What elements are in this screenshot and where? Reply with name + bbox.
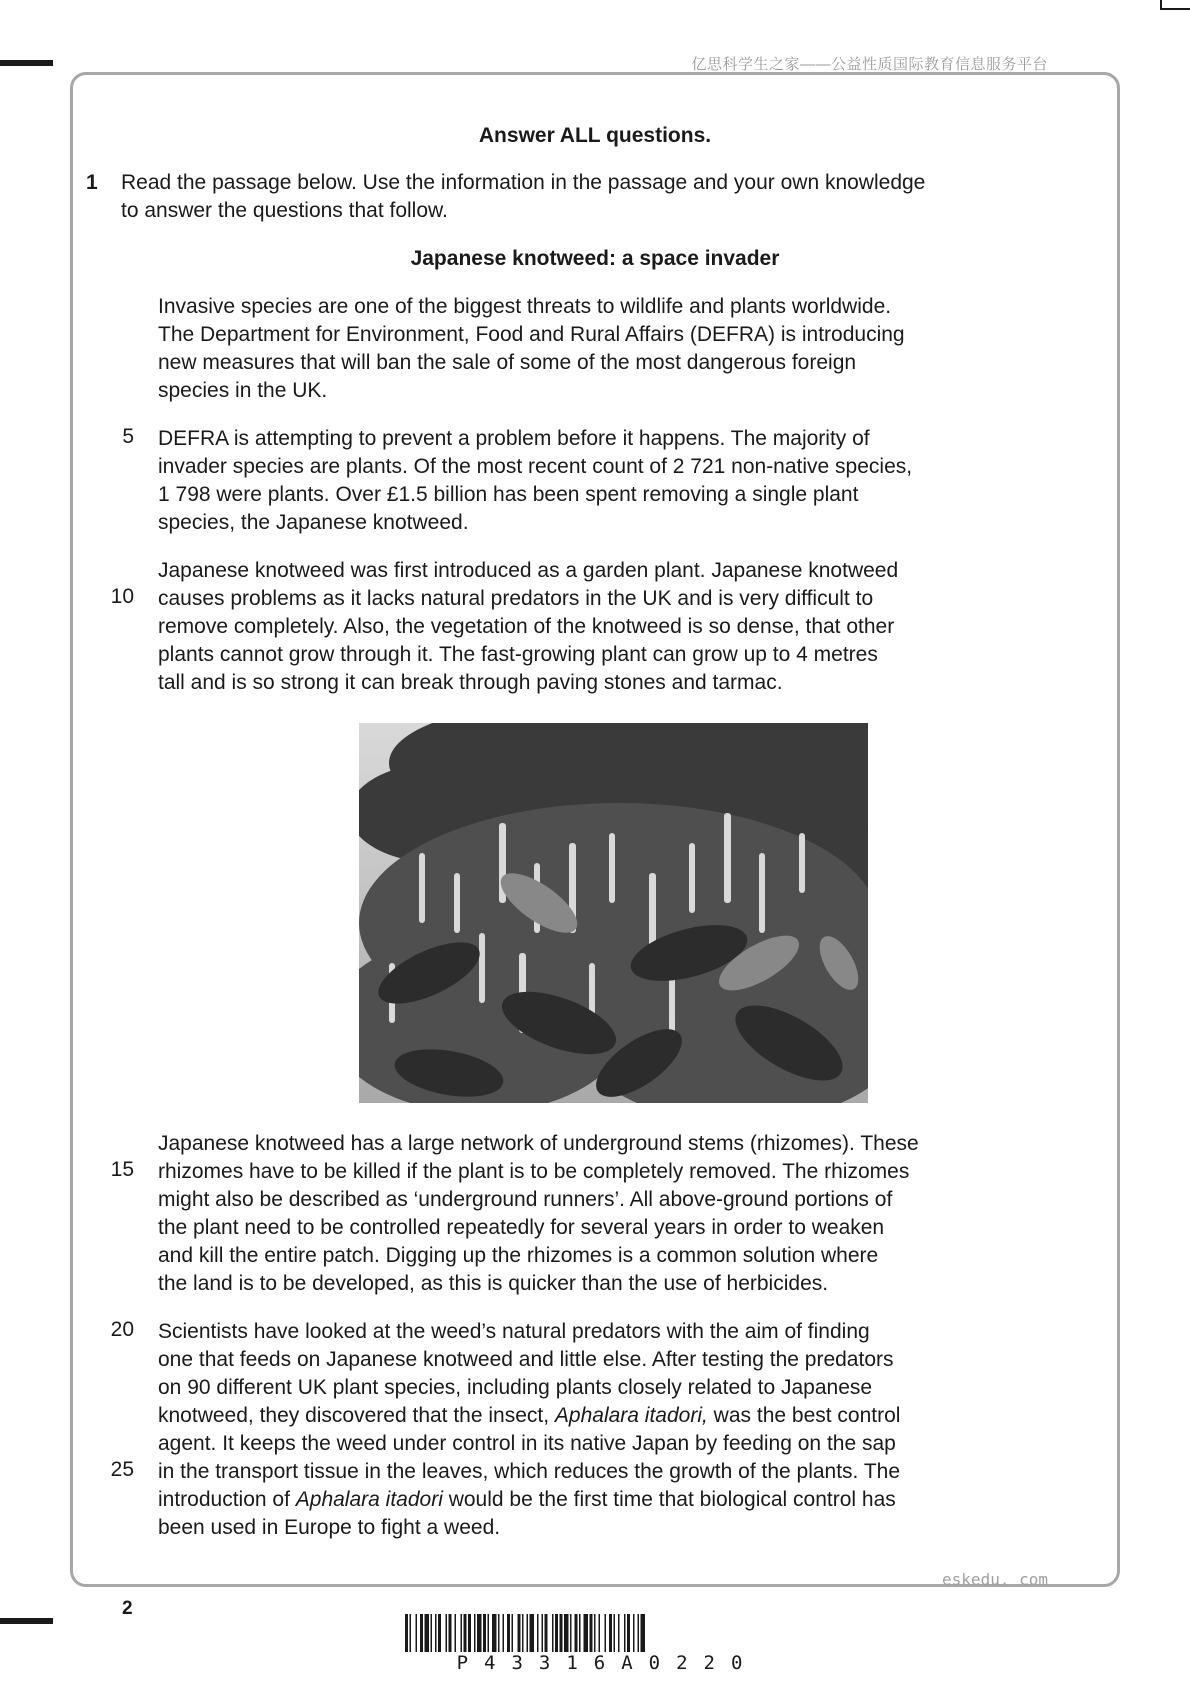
question-text: Read the passage below. Use the information in the passage and your own knowledge to answer the questions that follow. [121, 171, 926, 222]
watermark-top: 亿思科学生之家——公益性质国际教育信息服务平台 [691, 56, 1048, 73]
edge-mark-top-left [0, 60, 53, 66]
species-name-1: Aphalara itadori, [554, 1404, 708, 1427]
question-number: 1 [86, 171, 98, 194]
passage-paragraph-5 [158, 1318, 1038, 1542]
line-number-25: 25 [110, 1458, 134, 1481]
passage-paragraph-3: Japanese knotweed was first introduced as a garden plant. Japanese knotweed causes problems as it lacks natural predators in the UK and is very difficult to remove completely. Also, the vegetation of the knotweed is so dense, that other plants cannot grow through it. The fast-growing plant can grow up to 4 metres tall and is so strong it can break through paving stones and tarmac. [158, 559, 899, 694]
passage-paragraph-2: DEFRA is attempting to prevent a problem before it happens. The majority of invader species are plants. Of the most recent count of 2 721 non-native species, 1 798 were plants. Over £1.5 billion has been spent removing a single plant species, the Japanese knotweed. [158, 427, 913, 534]
barcode-text: P43316A0220 [456, 1652, 759, 1674]
barcode [405, 1614, 810, 1656]
watermark-bottom: eskedu. com [942, 1570, 1048, 1589]
instruction-heading: Answer ALL questions. [478, 124, 712, 147]
paragraph-5-part-1: Scientists have looked at the weed’s natural predators with the aim of finding one that feeds on Japanese knotweed and little else. After testing the predators on 90 different UK plant species, including plants closely related to Japanese knotweed, they discovered that the insect, [158, 1320, 894, 1427]
line-number-15: 15 [110, 1158, 134, 1181]
paragraph-5-part-3: would be the first time that biological control has been used in Europe to fight a weed. [158, 1488, 896, 1539]
edge-mark-bottom-left [0, 1618, 53, 1624]
line-number-5: 5 [122, 425, 134, 448]
corner-mark-top-right [1160, 0, 1190, 10]
passage-title: Japanese knotweed: a space invader [410, 247, 780, 270]
species-name-2: Aphalara itadori [295, 1488, 443, 1511]
page-number: 2 [122, 1598, 133, 1619]
paragraph-5-part-2: was the best control agent. It keeps the weed under control in its native Japan by feeding on the sap in the transport tissue in the leaves, which reduces the growth of the plants. The introduction of [158, 1404, 901, 1511]
line-number-10: 10 [110, 585, 134, 608]
passage-paragraph-4: Japanese knotweed has a large network of underground stems (rhizomes). These rhizomes have to be killed if the plant is to be completely removed. The rhizomes might also be described as ‘underground runners’. All above-ground portions of the plant need to be controlled repeatedly for several years in order to weaken and kill the entire patch. Digging up the rhizomes is a common solution where the land is to be developed, as this is quicker than the use of herbicides. [158, 1132, 919, 1295]
line-number-20: 20 [110, 1318, 134, 1341]
knotweed-photo [359, 723, 868, 1103]
passage-paragraph-1: Invasive species are one of the biggest threats to wildlife and plants worldwide. The Department for Environment, Food and Rural Affairs (DEFRA) is introducing new measures that will ban the sale of some of the most dangerous foreign species in the UK. [158, 295, 905, 402]
